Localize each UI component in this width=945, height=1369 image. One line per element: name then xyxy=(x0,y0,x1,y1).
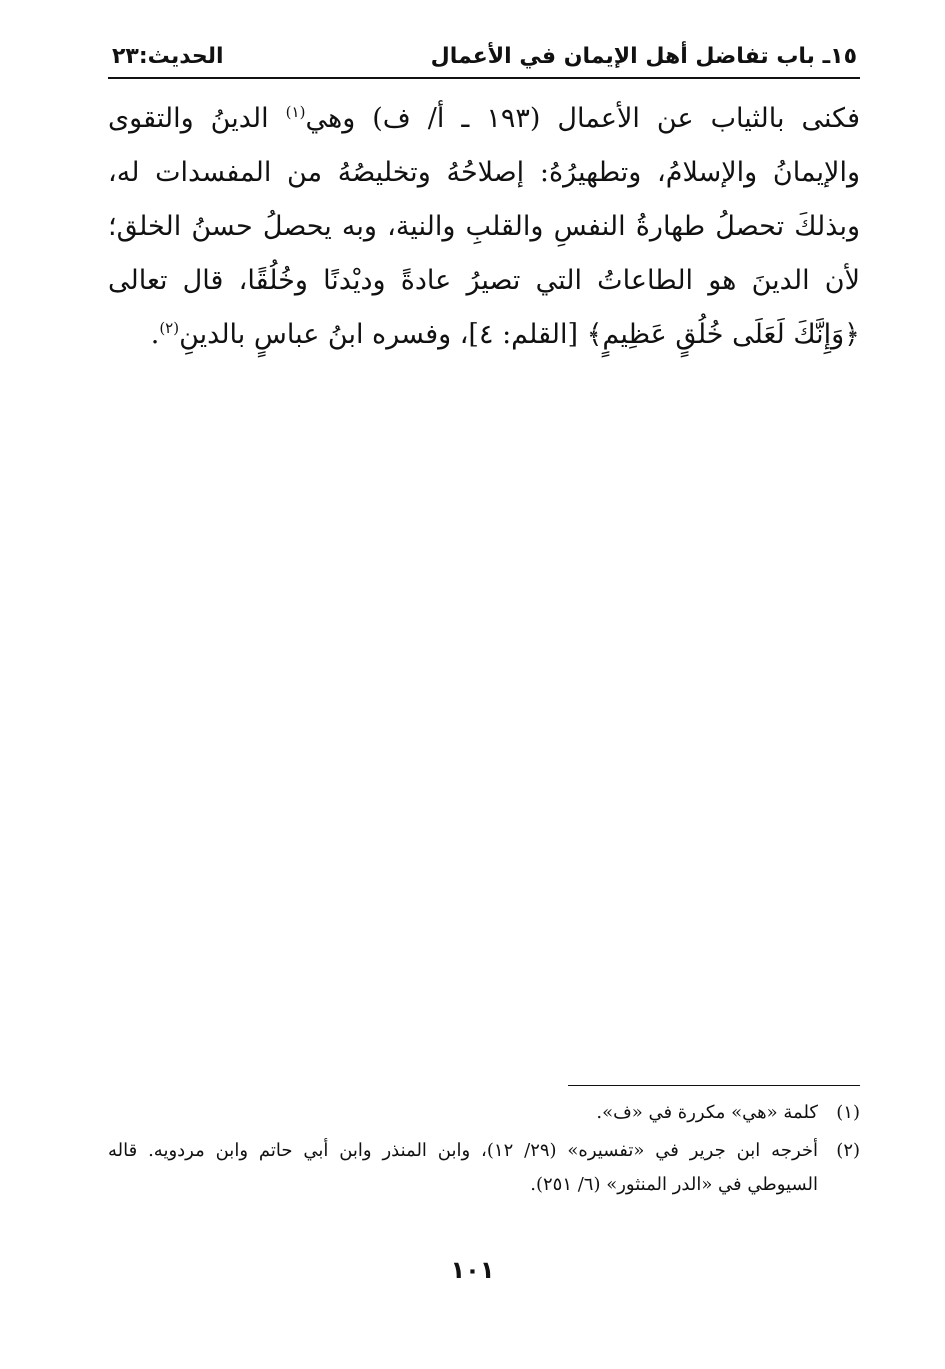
footnote-rule xyxy=(568,1085,860,1086)
main-text xyxy=(108,92,860,362)
footnote-ref-2: (٢) xyxy=(159,319,180,337)
paragraph-text-continued: الدينُ والتقوى والإيمانُ والإسلامُ، وتطهيرُهُ: إصلاحُهُ وتخليصُهُ من المفسدات له، وبذلكَ تحصلُ طهارةُ النفسِ والقلبِ والنية، وبه يحصلُ حسنُ الخلق؛ لأن الدينَ هو الطاعاتُ التي تصيرُ عادةً وديْدنًا وخُلُقًا، قال تعالى ﴿وَإِنَّكَ لَعَلَى خُلُقٍ عَظِيمٍ﴾ [القلم: ٤]، وفسره ابنُ عباسٍ بالدينِ xyxy=(108,103,860,350)
footnote-1 xyxy=(108,1096,860,1130)
header-rule xyxy=(108,77,860,79)
running-header xyxy=(112,36,857,76)
hadith-label: الحديث:٢٣ xyxy=(112,43,224,69)
footnote-text: كلمة «هي» مكررة في «ف». xyxy=(596,1102,818,1123)
footnote-text: أخرجه ابن جرير في «تفسيره» (٢٩/ ١٢)، وابن المنذر وابن أبي حاتم وابن مردويه. قاله السيوطي في «الدر المنثور» (٦/ ٢٥١). xyxy=(108,1140,819,1195)
paragraph-text-start: فكنى بالثياب عن الأعمال (١٩٣ ـ أ/ ف) وهي xyxy=(305,103,860,134)
footnotes xyxy=(108,1096,860,1206)
page-number: ١٠١ xyxy=(450,1256,495,1284)
main-paragraph xyxy=(108,92,860,362)
footnote-2 xyxy=(108,1134,860,1202)
footnote-number: (١) xyxy=(836,1102,860,1123)
footnote-ref-1: (١) xyxy=(285,103,306,121)
footnote-number: (٢) xyxy=(836,1140,861,1161)
paragraph-terminator: . xyxy=(150,319,160,350)
chapter-title: ١٥ـ باب تفاضل أهل الإيمان في الأعمال xyxy=(430,43,857,69)
